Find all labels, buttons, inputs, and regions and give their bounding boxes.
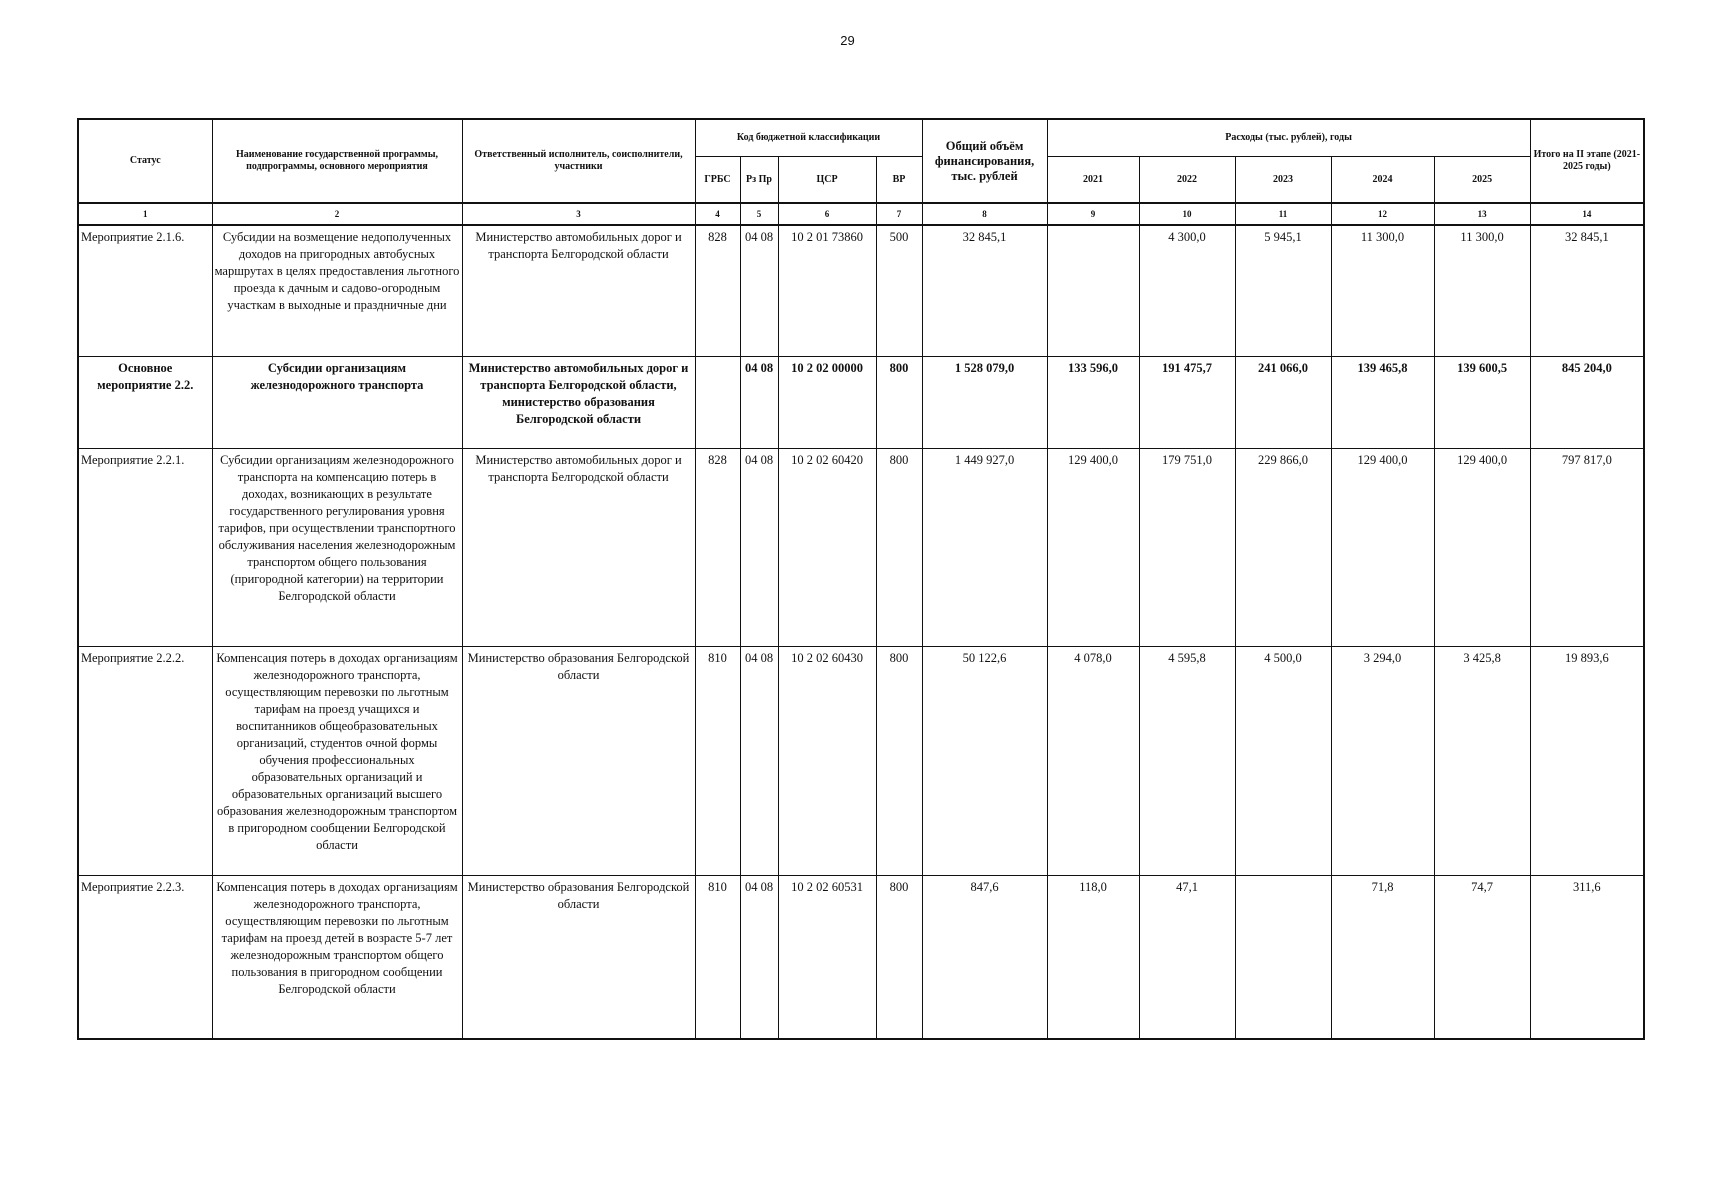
row-status: Мероприятие 2.2.2. (78, 646, 212, 875)
row-vr: 800 (876, 646, 922, 875)
column-number: 8 (922, 203, 1047, 225)
row-status: Мероприятие 2.1.6. (78, 225, 212, 356)
row-2023: 4 500,0 (1235, 646, 1331, 875)
row-total: 1 528 079,0 (922, 356, 1047, 448)
column-number: 11 (1235, 203, 1331, 225)
budget-table (77, 118, 1645, 1040)
row-csr: 10 2 02 60531 (778, 875, 876, 1039)
table-row (78, 646, 1644, 875)
header-expenses: Расходы (тыс. рублей), годы (1047, 119, 1530, 157)
row-status: Мероприятие 2.2.3. (78, 875, 212, 1039)
row-2022: 47,1 (1139, 875, 1235, 1039)
header-year-2022: 2022 (1139, 157, 1235, 204)
row-2024: 129 400,0 (1331, 448, 1434, 646)
header-budget-code: Код бюджетной классификации (695, 119, 922, 157)
row-2022: 179 751,0 (1139, 448, 1235, 646)
table-row (78, 356, 1644, 448)
column-number: 12 (1331, 203, 1434, 225)
table-header (78, 119, 1644, 225)
row-rzpr: 04 08 (740, 448, 778, 646)
header-year-2021: 2021 (1047, 157, 1139, 204)
row-vr: 500 (876, 225, 922, 356)
row-2023: 5 945,1 (1235, 225, 1331, 356)
row-total: 50 122,6 (922, 646, 1047, 875)
row-stage-total: 32 845,1 (1530, 225, 1644, 356)
column-number: 3 (462, 203, 695, 225)
row-name: Субсидии организациям железнодорожного транспорта на компенсацию потерь в доходах, возникающих в результате государственного регулирования уровня тарифов, при осуществлении транспортного обслуживания населения железнодорожным транспортом общего пользования (пригородной категории) на территории Белгородской области (212, 448, 462, 646)
row-2024: 71,8 (1331, 875, 1434, 1039)
row-2023 (1235, 875, 1331, 1039)
row-vr: 800 (876, 356, 922, 448)
header-program-name: Наименование государственной программы, подпрограммы, основного мероприятия (212, 119, 462, 203)
row-2024: 11 300,0 (1331, 225, 1434, 356)
header-stage-total: Итого на II этапе (2021-2025 годы) (1530, 119, 1644, 203)
row-total: 847,6 (922, 875, 1047, 1039)
row-rzpr: 04 08 (740, 356, 778, 448)
row-grbs: 828 (695, 225, 740, 356)
column-number: 13 (1434, 203, 1530, 225)
row-2021: 118,0 (1047, 875, 1139, 1039)
row-stage-total: 797 817,0 (1530, 448, 1644, 646)
row-name: Субсидии организациям железнодорожного транспорта (212, 356, 462, 448)
row-vr: 800 (876, 875, 922, 1039)
row-executor: Министерство автомобильных дорог и транспорта Белгородской области, министерство образования Белгородской области (462, 356, 695, 448)
header-total: Общий объём финансирования, тыс. рублей (922, 119, 1047, 203)
row-2024: 3 294,0 (1331, 646, 1434, 875)
row-csr: 10 2 01 73860 (778, 225, 876, 356)
row-2023: 241 066,0 (1235, 356, 1331, 448)
header-year-2025: 2025 (1434, 157, 1530, 204)
row-stage-total: 311,6 (1530, 875, 1644, 1039)
row-2025: 129 400,0 (1434, 448, 1530, 646)
header-executor: Ответственный исполнитель, соисполнители, участники (462, 119, 695, 203)
row-name: Субсидии на возмещение недополученных доходов на пригородных автобусных маршрутах в целях предоставления льготного проезда к дачным и садово-огородным участкам в выходные и праздничные дни (212, 225, 462, 356)
row-rzpr: 04 08 (740, 875, 778, 1039)
row-2025: 74,7 (1434, 875, 1530, 1039)
row-vr: 800 (876, 448, 922, 646)
row-2021: 129 400,0 (1047, 448, 1139, 646)
table-row (78, 448, 1644, 646)
row-2021: 4 078,0 (1047, 646, 1139, 875)
row-name: Компенсация потерь в доходах организациям железнодорожного транспорта, осуществляющим перевозки по льготным тарифам на проезд учащихся и воспитанников общеобразовательных организаций, студентов очной формы обучения профессиональных образовательных организаций и образовательных организаций высшего образования железнодорожным транспортом в пригородном сообщении Белгородской области (212, 646, 462, 875)
row-stage-total: 19 893,6 (1530, 646, 1644, 875)
header-csr: ЦСР (778, 157, 876, 204)
row-grbs: 810 (695, 875, 740, 1039)
row-total: 32 845,1 (922, 225, 1047, 356)
row-2025: 11 300,0 (1434, 225, 1530, 356)
row-status: Основное мероприятие 2.2. (78, 356, 212, 448)
column-number: 1 (78, 203, 212, 225)
row-2022: 4 300,0 (1139, 225, 1235, 356)
row-grbs: 828 (695, 448, 740, 646)
header-status: Статус (78, 119, 212, 203)
row-2024: 139 465,8 (1331, 356, 1434, 448)
row-executor: Министерство образования Белгородской области (462, 875, 695, 1039)
row-executor: Министерство автомобильных дорог и транспорта Белгородской области (462, 448, 695, 646)
column-number: 10 (1139, 203, 1235, 225)
row-status: Мероприятие 2.2.1. (78, 448, 212, 646)
row-2021: 133 596,0 (1047, 356, 1139, 448)
column-number-row (78, 203, 1644, 225)
row-rzpr: 04 08 (740, 646, 778, 875)
row-2025: 139 600,5 (1434, 356, 1530, 448)
column-number: 14 (1530, 203, 1644, 225)
row-csr: 10 2 02 00000 (778, 356, 876, 448)
header-year-2024: 2024 (1331, 157, 1434, 204)
header-rzpr: Рз Пр (740, 157, 778, 204)
row-2021 (1047, 225, 1139, 356)
row-total: 1 449 927,0 (922, 448, 1047, 646)
row-2025: 3 425,8 (1434, 646, 1530, 875)
row-rzpr: 04 08 (740, 225, 778, 356)
column-number: 5 (740, 203, 778, 225)
row-2022: 191 475,7 (1139, 356, 1235, 448)
column-number: 7 (876, 203, 922, 225)
table-body (78, 225, 1644, 1039)
column-number: 9 (1047, 203, 1139, 225)
row-csr: 10 2 02 60420 (778, 448, 876, 646)
page-number: 29 (840, 33, 855, 48)
row-csr: 10 2 02 60430 (778, 646, 876, 875)
row-executor: Министерство автомобильных дорог и транспорта Белгородской области (462, 225, 695, 356)
column-number: 2 (212, 203, 462, 225)
row-2023: 229 866,0 (1235, 448, 1331, 646)
row-executor: Министерство образования Белгородской области (462, 646, 695, 875)
table-row (78, 225, 1644, 356)
header-year-2023: 2023 (1235, 157, 1331, 204)
row-name: Компенсация потерь в доходах организациям железнодорожного транспорта, осуществляющим перевозки по льготным тарифам на проезд детей в возрасте 5-7 лет железнодорожным транспортом общего пользования в пригородном сообщении Белгородской области (212, 875, 462, 1039)
row-2022: 4 595,8 (1139, 646, 1235, 875)
header-grbs: ГРБС (695, 157, 740, 204)
row-grbs: 810 (695, 646, 740, 875)
table-row (78, 875, 1644, 1039)
row-stage-total: 845 204,0 (1530, 356, 1644, 448)
column-number: 6 (778, 203, 876, 225)
header-vr: ВР (876, 157, 922, 204)
column-number: 4 (695, 203, 740, 225)
row-grbs (695, 356, 740, 448)
